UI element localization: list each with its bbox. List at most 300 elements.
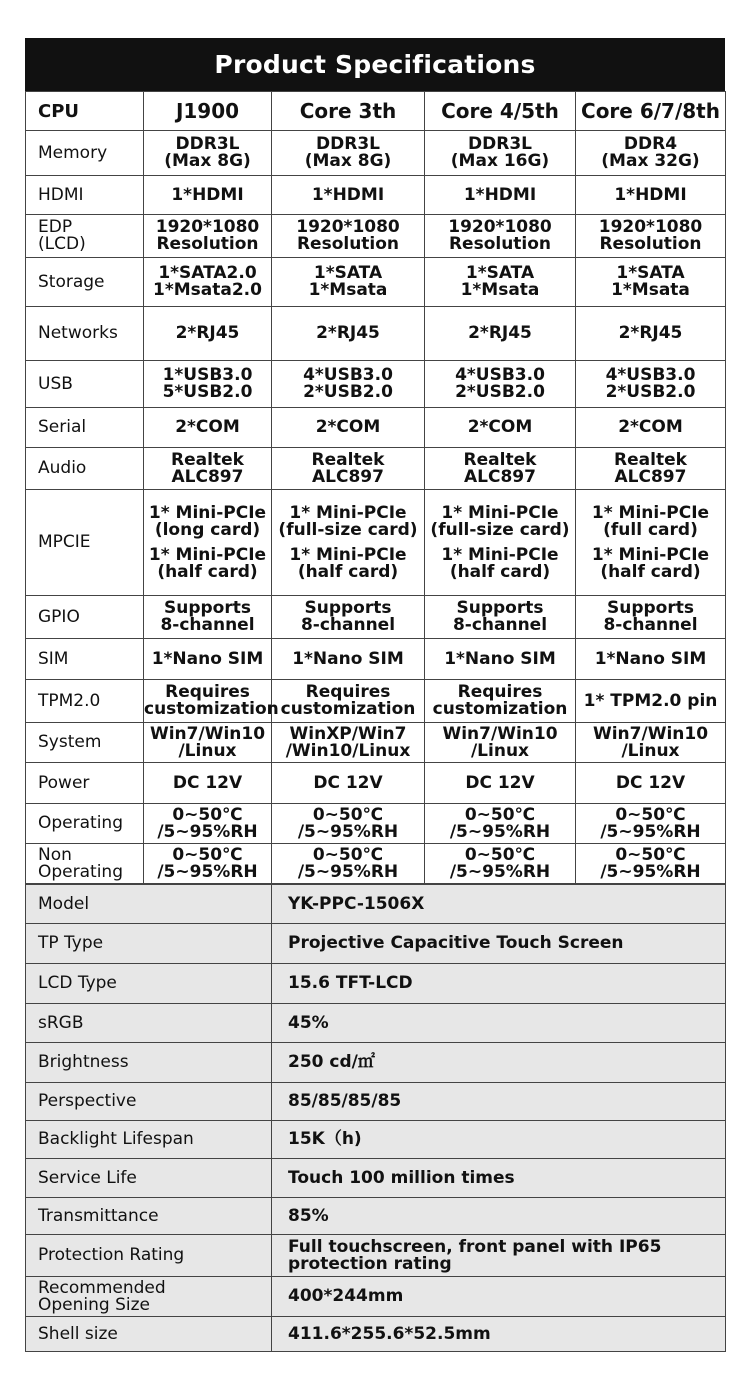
- cell-text-line: 0~50℃: [615, 844, 686, 865]
- display-spec-row: [26, 1198, 726, 1235]
- cell-text-line: customization: [432, 699, 568, 719]
- cell-text-line: 400*244mm: [288, 1286, 404, 1306]
- cell-text-line: 1920*1080: [598, 217, 703, 237]
- cell-text-line: Serial: [38, 417, 87, 437]
- spec-value-cell: [272, 176, 425, 215]
- cell-text-line: 0~50℃: [312, 804, 384, 825]
- cell-text-line: /Linux: [178, 740, 237, 761]
- cell-text-line: DDR3L: [175, 134, 240, 154]
- spec-sheet: [25, 38, 725, 1352]
- spec-value-cell: [144, 307, 272, 361]
- cell-text-line: (full card): [603, 519, 698, 540]
- display-spec-label: [26, 1043, 272, 1083]
- cell-text-line: (half card): [297, 561, 399, 582]
- spec-row: [26, 307, 726, 361]
- spec-row-label: [26, 596, 144, 639]
- spec-value-cell: [425, 176, 576, 215]
- cell-text-line: 0~50℃: [172, 844, 243, 865]
- cell-text-line: /Linux: [470, 740, 530, 761]
- spec-value-cell: [576, 131, 726, 176]
- cell-text-line: /5~95%RH: [600, 861, 701, 882]
- cell-text-line: 411.6*255.6*52.5mm: [288, 1323, 491, 1344]
- display-spec-row: [26, 1121, 726, 1159]
- cell-text-line: (Max 32G): [601, 151, 700, 171]
- spec-row: [26, 361, 726, 408]
- spec-value-cell: [144, 361, 272, 408]
- spec-value-cell: [144, 680, 279, 723]
- cell-text-line: 1*HDMI: [463, 184, 537, 205]
- cell-text-line: 1*Msata: [611, 280, 690, 300]
- cell-text-line: Operating: [38, 813, 123, 833]
- spec-row-label: [26, 131, 144, 176]
- cell-text-line: 1*SATA: [465, 263, 535, 283]
- spec-row: [26, 448, 726, 490]
- cell-text-line: Protection Rating: [38, 1245, 185, 1265]
- cell-text-line: Audio: [38, 458, 87, 478]
- spec-value-cell: [144, 596, 272, 639]
- cell-text-line: 1* Mini-PCIe: [591, 544, 710, 565]
- cell-text-line: 2*RJ45: [175, 323, 240, 343]
- spec-value-cell: [144, 639, 272, 680]
- cell-text-line: sRGB: [38, 1012, 84, 1033]
- cell-text-line: /5~95%RH: [297, 821, 399, 842]
- spec-row-label: [26, 361, 144, 408]
- display-spec-label: [26, 1198, 272, 1235]
- cell-text-line: Supports: [164, 598, 251, 618]
- cell-text-line: (Max 16G): [450, 151, 550, 171]
- cell-text-line: ALC897: [614, 466, 687, 487]
- spec-row-label: [26, 258, 144, 307]
- cell-text-line: /5~95%RH: [600, 821, 701, 842]
- spec-value-cell: [425, 596, 576, 639]
- spec-value-cell: [576, 763, 726, 804]
- display-spec-row: [26, 1043, 726, 1083]
- spec-value-cell: [425, 490, 576, 596]
- cell-text-line: 1*Msata2.0: [153, 280, 262, 300]
- spec-value-cell: [144, 258, 272, 307]
- cell-text-line: Networks: [38, 323, 118, 343]
- cell-text-line: Operating: [38, 861, 123, 882]
- cell-text-line: (Max 8G): [304, 151, 392, 171]
- display-spec-label: [26, 1004, 272, 1043]
- cell-text-line: Win7/Win10: [592, 723, 709, 744]
- spec-row-label: [26, 490, 144, 596]
- spec-value-cell: [425, 408, 576, 448]
- cell-text-line: /5~95%RH: [157, 861, 258, 882]
- display-spec-row: [26, 885, 726, 924]
- display-spec-value: [272, 885, 726, 924]
- cell-text-line: 2*COM: [467, 417, 533, 437]
- cell-text-line: Resolution: [448, 234, 552, 254]
- cell-text-line: Service Life: [38, 1167, 137, 1188]
- spec-value-cell: [576, 448, 726, 490]
- cell-text-line: 2*RJ45: [316, 323, 380, 343]
- cell-text-line: DDR4: [623, 134, 678, 154]
- spec-value-cell: [272, 639, 425, 680]
- cell-text-line: 2*USB2.0: [605, 382, 696, 402]
- cell-text-line: Supports: [456, 598, 544, 618]
- spec-value-cell: [425, 639, 576, 680]
- spec-row-label: [26, 723, 144, 763]
- spec-value-cell: [576, 215, 726, 258]
- spec-row-label: [26, 680, 144, 723]
- spec-value-cell: [576, 307, 726, 361]
- cell-text-line: ALC897: [171, 466, 244, 487]
- cell-text-line: DDR3L: [468, 134, 532, 154]
- display-spec-value: [272, 1235, 726, 1277]
- cell-text-line: 15K（h): [288, 1129, 362, 1149]
- cell-text-line: Model: [38, 893, 90, 914]
- display-spec-label: [26, 1083, 272, 1121]
- display-spec-value: [272, 924, 726, 964]
- cell-text-line: Realtek: [311, 449, 385, 470]
- cell-text-line: 1920*1080: [448, 217, 552, 237]
- cell-text-line: /Linux: [621, 740, 680, 761]
- spec-value-cell: [272, 307, 425, 361]
- display-spec-label: [26, 885, 272, 924]
- spec-value-cell: [272, 448, 425, 490]
- cell-text-line: (long card): [154, 519, 261, 540]
- spec-value-cell: [576, 176, 726, 215]
- spec-value-cell: [576, 361, 726, 408]
- cell-text-line: Touch 100 million times: [288, 1167, 515, 1188]
- cell-text-line: Resolution: [296, 234, 400, 254]
- cell-text-line: 1*Msata: [308, 280, 388, 300]
- cell-text-line: 2*USB2.0: [455, 382, 545, 402]
- cell-text-line: 2*RJ45: [618, 323, 683, 343]
- cell-text-line: customization: [144, 699, 279, 719]
- spec-header-row: [26, 92, 726, 131]
- spec-value-cell: [272, 804, 425, 844]
- cell-text-line: 1*HDMI: [311, 184, 385, 205]
- cell-text-line: WinXP/Win7: [289, 723, 407, 744]
- spec-value-cell: [272, 258, 425, 307]
- spec-row-label: [26, 408, 144, 448]
- display-spec-row: [26, 1235, 726, 1277]
- cell-text-line: Realtek: [463, 449, 537, 470]
- cell-text-line: TP Type: [38, 933, 104, 953]
- spec-value-cell: [576, 490, 726, 596]
- cell-text-line: 0~50℃: [172, 804, 243, 825]
- spec-value-cell: [144, 844, 272, 884]
- cell-text-line: 2*COM: [315, 417, 381, 437]
- cell-text-line: 1920*1080: [155, 217, 260, 237]
- display-spec-value: [272, 1198, 726, 1235]
- spec-row-label: [26, 448, 144, 490]
- cell-text-line: 1* Mini-PCIe: [591, 502, 710, 523]
- spec-value-cell: [144, 804, 272, 844]
- display-spec-value: [272, 1317, 726, 1352]
- header-cpu-option: Core 6/7/8th: [576, 92, 726, 131]
- cell-text-line: DC 12V: [615, 772, 686, 793]
- display-spec-value: [272, 1121, 726, 1159]
- spec-row: [26, 763, 726, 804]
- cell-text-line: HDMI: [38, 184, 84, 205]
- spec-value-cell: [425, 844, 576, 884]
- spec-value-cell: [272, 844, 425, 884]
- cell-text-line: 1*HDMI: [171, 184, 244, 205]
- cell-text-line: (full-size card): [278, 519, 418, 540]
- spec-row-label: [26, 804, 144, 844]
- cell-text-line: DC 12V: [313, 772, 383, 793]
- cell-text-line: Recommended: [38, 1277, 166, 1298]
- spec-value-cell: [425, 307, 576, 361]
- cell-text-line: Transmittance: [38, 1205, 159, 1226]
- cell-text-line: /5~95%RH: [449, 861, 551, 882]
- cell-text-line: Requires: [305, 682, 391, 702]
- spec-value-cell: [144, 408, 272, 448]
- display-spec-row: [26, 1317, 726, 1352]
- spec-value-cell: [425, 448, 576, 490]
- spec-row: [26, 131, 726, 176]
- spec-value-cell: [576, 680, 726, 723]
- cell-text-line: (half card): [449, 561, 551, 582]
- spec-row: [26, 844, 726, 884]
- display-spec-value: [272, 964, 726, 1004]
- spec-value-cell: [144, 448, 272, 490]
- spec-row: [26, 804, 726, 844]
- cell-text-line: 8-channel: [160, 615, 255, 635]
- cell-text-line: 250 cd/㎡: [288, 1052, 375, 1072]
- spec-row: [26, 215, 726, 258]
- display-spec-label: [26, 964, 272, 1004]
- spec-value-cell: [272, 763, 425, 804]
- cell-text-line: 1* Mini-PCIe: [148, 544, 267, 565]
- spec-value-cell: [576, 844, 726, 884]
- spec-table: [25, 91, 726, 884]
- cell-text-line: Opening Size: [38, 1294, 150, 1315]
- cell-text-line: 8-channel: [452, 615, 548, 635]
- cell-text-line: 1*Nano SIM: [151, 648, 264, 669]
- display-spec-row: [26, 924, 726, 964]
- spec-row: [26, 723, 726, 763]
- cell-text-line: 1*HDMI: [614, 184, 687, 205]
- cell-text-line: 15.6 TFT-LCD: [288, 973, 413, 993]
- cell-text-line: Realtek: [614, 449, 687, 470]
- cell-text-line: Brightness: [38, 1052, 129, 1072]
- cell-text-line: (LCD): [38, 234, 86, 254]
- cell-text-line: Non: [38, 844, 72, 865]
- header-cpu-option: J1900: [144, 92, 272, 131]
- cell-text-line: 1* Mini-PCIe: [441, 544, 559, 565]
- spec-value-cell: [272, 723, 425, 763]
- cell-text-line: (full-size card): [430, 519, 570, 540]
- spec-value-cell: [576, 258, 726, 307]
- cell-text-line: MPCIE: [38, 532, 91, 552]
- display-spec-row: [26, 964, 726, 1004]
- spec-value-cell: [576, 639, 726, 680]
- spec-row-label: [26, 215, 144, 258]
- cell-text-line: Requires: [165, 682, 250, 702]
- cell-text-line: 2*COM: [175, 417, 240, 437]
- spec-value-cell: [272, 596, 425, 639]
- cell-text-line: Storage: [38, 271, 105, 292]
- spec-value-cell: [425, 361, 576, 408]
- spec-row-label: [26, 176, 144, 215]
- display-spec-label: [26, 1317, 272, 1352]
- spec-value-cell: [272, 131, 425, 176]
- cell-text-line: 4*USB3.0: [605, 365, 696, 385]
- display-spec-row: [26, 1004, 726, 1043]
- cell-text-line: Backlight Lifespan: [38, 1129, 194, 1149]
- spec-value-cell: [272, 680, 425, 723]
- display-spec-value: [272, 1004, 726, 1043]
- display-spec-value: [272, 1277, 726, 1317]
- display-spec-label: [26, 1235, 272, 1277]
- cell-text-line: 0~50℃: [312, 844, 384, 865]
- display-spec-label: [26, 1121, 272, 1159]
- spec-row: [26, 408, 726, 448]
- cell-text-line: (half card): [600, 561, 701, 582]
- spec-value-cell: [576, 408, 726, 448]
- spec-value-cell: [425, 804, 576, 844]
- cell-text-line: DC 12V: [465, 772, 535, 793]
- spec-value-cell: [272, 490, 425, 596]
- header-cpu-option: Core 3th: [272, 92, 425, 131]
- cell-text-line: Realtek: [171, 449, 244, 470]
- spec-value-cell: [144, 131, 272, 176]
- display-spec-row: [26, 1083, 726, 1121]
- spec-row-label: [26, 639, 144, 680]
- cell-text-line: Memory: [38, 142, 108, 163]
- cell-text-line: Win7/Win10: [442, 723, 558, 744]
- spec-row-label: [26, 763, 144, 804]
- cell-text-line: Resolution: [156, 234, 259, 254]
- spec-title: Product Specifications: [25, 38, 725, 91]
- cell-text-line: Projective Capacitive Touch Screen: [288, 933, 624, 953]
- spec-value-cell: [576, 723, 726, 763]
- cell-text-line: ALC897: [312, 466, 384, 487]
- cell-text-line: DC 12V: [172, 772, 243, 793]
- display-spec-row: [26, 1277, 726, 1317]
- cell-text-line: 1*Nano SIM: [444, 648, 556, 669]
- cell-text-line: (half card): [157, 561, 258, 582]
- cell-text-line: TPM2.0: [38, 690, 101, 711]
- cell-text-line: 8-channel: [300, 615, 396, 635]
- cell-text-line: 1*Msata: [460, 280, 540, 300]
- cell-text-line: 5*USB2.0: [162, 382, 253, 402]
- spec-row: [26, 490, 726, 596]
- cell-text-line: 45%: [288, 1012, 329, 1033]
- cell-text-line: 1* Mini-PCIe: [148, 502, 267, 523]
- cell-text-line: 1* Mini-PCIe: [441, 502, 559, 523]
- cell-text-line: 4*USB3.0: [455, 365, 545, 385]
- spec-value-cell: [576, 596, 726, 639]
- cell-text-line: 0~50℃: [464, 804, 536, 825]
- cell-text-line: Requires: [457, 682, 543, 702]
- cell-text-line: 2*USB2.0: [303, 382, 393, 402]
- display-spec-value: [272, 1159, 726, 1198]
- display-spec-value: [272, 1083, 726, 1121]
- spec-row: [26, 176, 726, 215]
- spec-value-cell: [272, 215, 425, 258]
- spec-value-cell: [144, 723, 272, 763]
- header-label-cpu: CPU: [26, 92, 144, 131]
- cell-text-line: SIM: [38, 648, 69, 669]
- cell-text-line: EDP: [38, 217, 73, 237]
- cell-text-line: 1*Nano SIM: [292, 648, 404, 669]
- spec-row: [26, 596, 726, 639]
- display-spec-label: [26, 924, 272, 964]
- cell-text-line: Perspective: [38, 1091, 137, 1111]
- cell-text-line: 85%: [288, 1205, 329, 1226]
- cell-text-line: Shell size: [38, 1323, 118, 1344]
- cell-text-line: YK-PPC-1506X: [288, 893, 425, 914]
- spec-value-cell: [425, 763, 576, 804]
- cell-text-line: LCD Type: [38, 973, 117, 993]
- cell-text-line: /5~95%RH: [449, 821, 551, 842]
- spec-row: [26, 258, 726, 307]
- spec-value-cell: [144, 490, 272, 596]
- cell-text-line: 1* Mini-PCIe: [289, 502, 407, 523]
- cell-text-line: protection rating: [288, 1253, 452, 1274]
- cell-text-line: Resolution: [599, 234, 702, 254]
- display-spec-row: [26, 1159, 726, 1198]
- cell-text-line: 85/85/85/85: [288, 1091, 402, 1111]
- spec-value-cell: [272, 408, 425, 448]
- cell-text-line: 1*USB3.0: [162, 365, 253, 385]
- display-spec-table: [25, 884, 726, 1352]
- cell-text-line: GPIO: [38, 606, 80, 627]
- cell-text-line: /5~95%RH: [157, 821, 258, 842]
- spec-row-label: [26, 307, 144, 361]
- cell-text-line: customization: [280, 699, 416, 719]
- cell-text-line: USB: [38, 373, 73, 394]
- display-spec-value: [272, 1043, 726, 1083]
- cell-text-line: /Win10/Linux: [285, 740, 411, 761]
- spec-value-cell: [144, 763, 272, 804]
- cell-text-line: 4*USB3.0: [303, 365, 393, 385]
- cell-text-line: (Max 8G): [164, 151, 251, 171]
- cell-text-line: DDR3L: [316, 134, 380, 154]
- display-spec-label: [26, 1159, 272, 1198]
- spec-value-cell: [425, 131, 576, 176]
- cell-text-line: 0~50℃: [464, 844, 536, 865]
- cell-text-line: 0~50℃: [615, 804, 686, 825]
- spec-value-cell: [425, 680, 576, 723]
- spec-value-cell: [272, 361, 425, 408]
- spec-row: [26, 680, 726, 723]
- cell-text-line: /5~95%RH: [297, 861, 399, 882]
- cell-text-line: Supports: [607, 598, 694, 618]
- spec-row-label: [26, 844, 144, 884]
- cell-text-line: 2*RJ45: [468, 323, 532, 343]
- cell-text-line: System: [38, 732, 102, 752]
- display-spec-label: [26, 1277, 272, 1317]
- cell-text-line: 1*Nano SIM: [594, 648, 707, 669]
- cell-text-line: 1* Mini-PCIe: [289, 544, 407, 565]
- spec-value-cell: [425, 258, 576, 307]
- spec-value-cell: [144, 215, 272, 258]
- spec-value-cell: [576, 804, 726, 844]
- cell-text-line: Supports: [304, 598, 392, 618]
- cell-text-line: 1920*1080: [296, 217, 400, 237]
- cell-text-line: 1* TPM2.0 pin: [583, 690, 718, 711]
- cell-text-line: Full touchscreen, front panel with IP65: [288, 1236, 662, 1257]
- cell-text-line: 1*SATA: [616, 263, 685, 283]
- cell-text-line: 1*SATA2.0: [158, 263, 257, 283]
- spec-row: [26, 639, 726, 680]
- cell-text-line: 1*SATA: [313, 263, 383, 283]
- cell-text-line: Win7/Win10: [149, 723, 266, 744]
- cell-text-line: 2*COM: [618, 417, 683, 437]
- spec-value-cell: [425, 723, 576, 763]
- spec-value-cell: [144, 176, 272, 215]
- cell-text-line: 8-channel: [603, 615, 698, 635]
- cell-text-line: Power: [38, 772, 90, 793]
- cell-text-line: ALC897: [464, 466, 536, 487]
- spec-value-cell: [425, 215, 576, 258]
